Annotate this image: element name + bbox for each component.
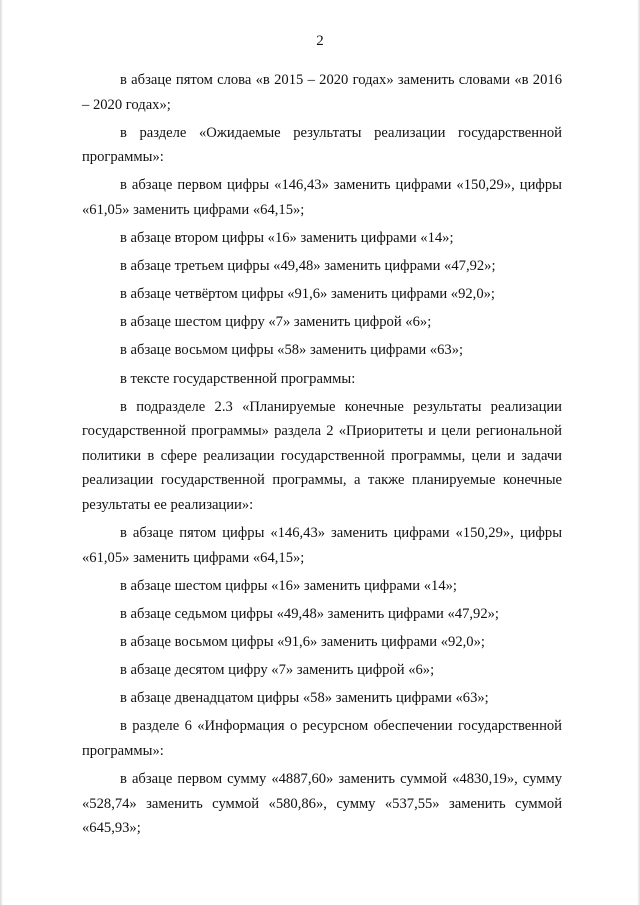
paragraph: в подразделе 2.3 «Планируемые конечные результаты реализации государственной программы» раздела 2 «Приоритеты и цели региональной политики в сфере реализации государственной программы, цели и задачи реализации государственной программы, а также планируемые конечные результаты ее реализации»: <box>82 398 562 513</box>
paragraph: в абзаце первом цифры «146,43» заменить цифрами «150,29», цифры «61,05» заменить цифрами «64,15»; <box>82 177 562 218</box>
paragraph: в абзаце восьмом цифры «58» заменить цифрами «63»; <box>120 342 464 359</box>
paragraph: в абзаце двенадцатом цифры «58» заменить цифрами «63»; <box>120 690 489 707</box>
paragraph: в абзаце седьмом цифры «49,48» заменить цифрами «47,92»; <box>120 605 499 622</box>
paragraph: в абзаце четвёртом цифры «91,6» заменить цифрами «92,0»; <box>120 286 495 303</box>
paragraph: в абзаце пятом цифры «146,43» заменить цифрами «150,29», цифры «61,05» заменить цифрами «64,15»; <box>82 525 562 566</box>
document-body <box>82 68 562 844</box>
paragraph: в абзаце первом сумму «4887,60» заменить суммой «4830,19», сумму «528,74» заменить суммой «580,86», сумму «537,55» заменить суммой «645,93»; <box>82 770 562 837</box>
paragraph: в разделе 6 «Информация о ресурсном обеспечении государственной программы»: <box>82 718 562 759</box>
page-number: 2 <box>316 33 324 49</box>
paragraph: в тексте государственной программы: <box>120 370 356 387</box>
paragraph: в абзаце десятом цифру «7» заменить цифрой «6»; <box>120 662 435 679</box>
paragraph: в абзаце втором цифры «16» заменить цифрами «14»; <box>120 230 454 247</box>
paragraph: в абзаце шестом цифру «7» заменить цифрой «6»; <box>120 314 432 331</box>
scan-edge-left <box>0 0 3 905</box>
paragraph: в разделе «Ожидаемые результаты реализации государственной программы»: <box>82 124 562 166</box>
paragraph: в абзаце восьмом цифры «91,6» заменить цифрами «92,0»; <box>120 633 485 650</box>
paragraph: в абзаце пятом слова «в 2015 – 2020 годах» заменить словами «в 2016 – 2020 годах»; <box>82 72 562 113</box>
paragraph: в абзаце шестом цифры «16» заменить цифрами «14»; <box>120 577 457 594</box>
paragraph: в абзаце третьем цифры «49,48» заменить цифрами «47,92»; <box>120 258 496 275</box>
